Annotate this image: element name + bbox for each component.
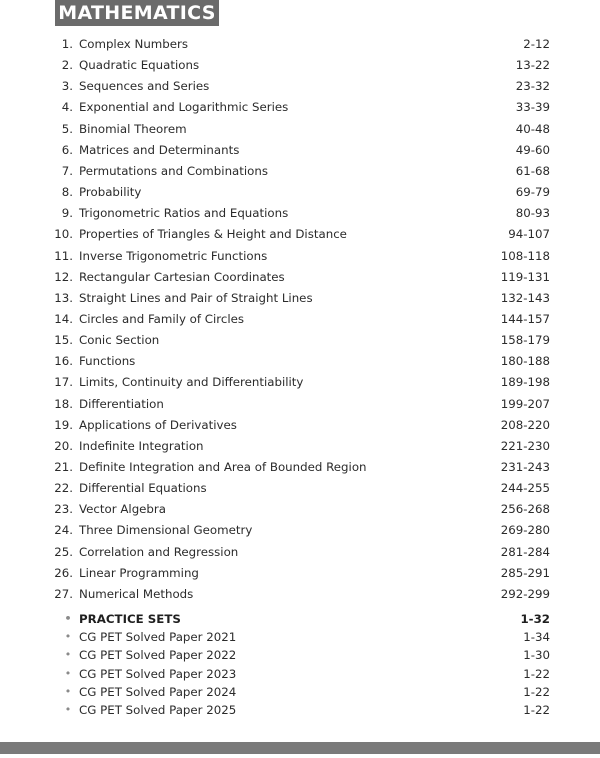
chapter-number: 14. bbox=[54, 311, 73, 326]
bullet-icon: • bbox=[64, 630, 72, 644]
page-range: 23-32 bbox=[515, 79, 550, 94]
chapter-number: 27. bbox=[54, 586, 73, 601]
chapter-title: Functions bbox=[79, 354, 136, 369]
chapter-number: 19. bbox=[54, 417, 73, 432]
chapter-number: 1. bbox=[61, 37, 73, 51]
chapter-title: Rectangular Cartesian Coordinates bbox=[79, 269, 285, 284]
toc-row bbox=[0, 395, 600, 413]
chapter-title: Matrices and Determinants bbox=[79, 142, 240, 157]
chapter-number: 13. bbox=[54, 290, 73, 305]
page-range: 61-68 bbox=[515, 163, 550, 178]
chapter-number: 12. bbox=[54, 269, 73, 284]
page-range: 2-12 bbox=[523, 37, 550, 51]
toc-row bbox=[0, 141, 600, 159]
toc-row bbox=[0, 289, 600, 307]
chapter-title: Numerical Methods bbox=[79, 586, 194, 601]
page-range: 1-22 bbox=[523, 703, 550, 717]
toc-row bbox=[0, 373, 600, 391]
extra-title: PRACTICE SETS bbox=[79, 612, 181, 626]
page-range: 144-157 bbox=[500, 311, 550, 326]
page-range: 180-188 bbox=[500, 354, 550, 369]
toc-row bbox=[0, 225, 600, 243]
page-range: 1-22 bbox=[523, 684, 550, 699]
chapter-number: 3. bbox=[61, 79, 73, 94]
page-range: 269-280 bbox=[500, 523, 550, 538]
chapter-number: 24. bbox=[54, 523, 73, 538]
toc-row bbox=[0, 268, 600, 286]
chapter-title: Properties of Triangles & Height and Distance bbox=[79, 227, 347, 242]
chapter-title: Exponential and Logarithmic Series bbox=[79, 100, 289, 115]
page-range: 1-30 bbox=[523, 648, 550, 663]
chapter-number: 4. bbox=[61, 100, 73, 115]
page-range: 119-131 bbox=[500, 269, 550, 284]
chapter-number: 10. bbox=[54, 227, 73, 242]
chapter-number: 21. bbox=[54, 460, 73, 474]
page-range: 94-107 bbox=[508, 227, 550, 242]
chapter-number: 8. bbox=[61, 185, 73, 200]
toc-row bbox=[0, 500, 600, 518]
toc-row bbox=[0, 521, 600, 539]
bullet-icon: • bbox=[64, 703, 72, 716]
chapter-title: Probability bbox=[79, 185, 142, 200]
chapter-title: Three Dimensional Geometry bbox=[79, 523, 253, 538]
bullet-icon: • bbox=[64, 648, 72, 662]
chapter-number: 6. bbox=[61, 142, 73, 157]
chapter-title: Linear Programming bbox=[79, 565, 199, 580]
toc-row bbox=[0, 247, 600, 265]
chapter-number: 23. bbox=[54, 502, 73, 517]
bullet-icon: • bbox=[64, 684, 72, 698]
chapter-title: Limits, Continuity and Differentiability bbox=[79, 375, 304, 390]
toc-row bbox=[0, 331, 600, 349]
chapter-number: 11. bbox=[54, 248, 73, 263]
extra-title: CG PET Solved Paper 2022 bbox=[79, 648, 237, 663]
chapter-title: Applications of Derivatives bbox=[79, 417, 237, 432]
toc-extra-row bbox=[0, 610, 600, 628]
chapter-number: 7. bbox=[61, 163, 73, 178]
chapter-title: Straight Lines and Pair of Straight Lines bbox=[79, 290, 313, 305]
toc-row bbox=[0, 120, 600, 138]
chapter-number: 20. bbox=[54, 438, 73, 453]
chapter-title: Permutations and Combinations bbox=[79, 163, 269, 178]
chapter-number: 9. bbox=[61, 206, 73, 221]
toc-row bbox=[0, 162, 600, 180]
chapter-title: Definite Integration and Area of Bounded Region bbox=[79, 460, 367, 474]
chapter-title: Inverse Trigonometric Functions bbox=[79, 248, 268, 263]
chapter-title: Circles and Family of Circles bbox=[79, 311, 245, 326]
toc-row bbox=[0, 310, 600, 328]
extra-title: CG PET Solved Paper 2024 bbox=[79, 684, 237, 699]
chapter-number: 17. bbox=[54, 375, 73, 390]
chapter-number: 18. bbox=[54, 396, 73, 411]
page-range: 13-22 bbox=[515, 58, 550, 73]
page-range: 199-207 bbox=[500, 396, 550, 411]
chapter-number: 16. bbox=[54, 354, 73, 369]
chapter-title: Conic Section bbox=[79, 333, 160, 348]
page-range: 108-118 bbox=[500, 248, 550, 263]
extra-title: CG PET Solved Paper 2025 bbox=[79, 703, 237, 717]
page-range: 285-291 bbox=[500, 565, 550, 580]
toc-row bbox=[0, 204, 600, 222]
chapter-title: Correlation and Regression bbox=[79, 544, 239, 559]
toc-row bbox=[0, 183, 600, 201]
page-range: 80-93 bbox=[515, 206, 550, 221]
page-range: 1-22 bbox=[523, 666, 550, 681]
toc-row bbox=[0, 98, 600, 116]
toc-row bbox=[0, 56, 600, 74]
chapter-number: 22. bbox=[54, 481, 73, 496]
chapter-title: Differentiation bbox=[79, 396, 164, 411]
toc-row bbox=[0, 543, 600, 561]
footer-bar bbox=[0, 742, 600, 754]
chapter-title: Trigonometric Ratios and Equations bbox=[79, 206, 289, 221]
page-range: 158-179 bbox=[500, 333, 550, 348]
page-range: 49-60 bbox=[515, 142, 550, 157]
page-range: 221-230 bbox=[500, 438, 550, 453]
page-range: 244-255 bbox=[500, 481, 550, 496]
page-range: 1-34 bbox=[523, 630, 550, 645]
toc-row bbox=[0, 585, 600, 603]
page-range: 189-198 bbox=[500, 375, 550, 390]
toc-row bbox=[0, 35, 600, 53]
page-range: 292-299 bbox=[500, 586, 550, 601]
page-range: 1-32 bbox=[520, 612, 550, 626]
page-range: 33-39 bbox=[515, 100, 550, 115]
chapter-number: 5. bbox=[61, 121, 73, 136]
toc-extra-row bbox=[0, 701, 600, 719]
chapter-title: Indefinite Integration bbox=[79, 438, 204, 453]
chapter-title: Differential Equations bbox=[79, 481, 207, 496]
bullet-icon: • bbox=[64, 612, 72, 625]
page-range: 40-48 bbox=[515, 121, 550, 136]
page-range: 69-79 bbox=[515, 185, 550, 200]
chapter-number: 2. bbox=[61, 58, 73, 73]
toc-extra-row bbox=[0, 665, 600, 683]
extra-title: CG PET Solved Paper 2021 bbox=[79, 630, 237, 645]
page-range: 132-143 bbox=[500, 290, 550, 305]
toc-row bbox=[0, 77, 600, 95]
toc-row bbox=[0, 416, 600, 434]
chapter-title: Binomial Theorem bbox=[79, 121, 187, 136]
toc-extra-row bbox=[0, 683, 600, 701]
chapter-title: Quadratic Equations bbox=[79, 58, 200, 73]
section-title: MATHEMATICS bbox=[55, 0, 219, 26]
chapter-number: 25. bbox=[54, 544, 73, 559]
page-range: 231-243 bbox=[500, 460, 550, 474]
chapter-title: Sequences and Series bbox=[79, 79, 210, 94]
extra-title: CG PET Solved Paper 2023 bbox=[79, 666, 237, 681]
toc-row bbox=[0, 458, 600, 476]
page-range: 208-220 bbox=[500, 417, 550, 432]
page-range: 281-284 bbox=[500, 544, 550, 559]
page-range: 256-268 bbox=[500, 502, 550, 517]
toc-row bbox=[0, 479, 600, 497]
chapter-title: Vector Algebra bbox=[79, 502, 167, 517]
bullet-icon: • bbox=[64, 666, 72, 680]
toc-extra-row bbox=[0, 628, 600, 646]
toc-row bbox=[0, 437, 600, 455]
toc-row bbox=[0, 352, 600, 370]
toc-row bbox=[0, 564, 600, 582]
toc-extra-row bbox=[0, 646, 600, 664]
chapter-title: Complex Numbers bbox=[79, 37, 189, 51]
chapter-number: 26. bbox=[54, 565, 73, 580]
chapter-number: 15. bbox=[54, 333, 73, 348]
